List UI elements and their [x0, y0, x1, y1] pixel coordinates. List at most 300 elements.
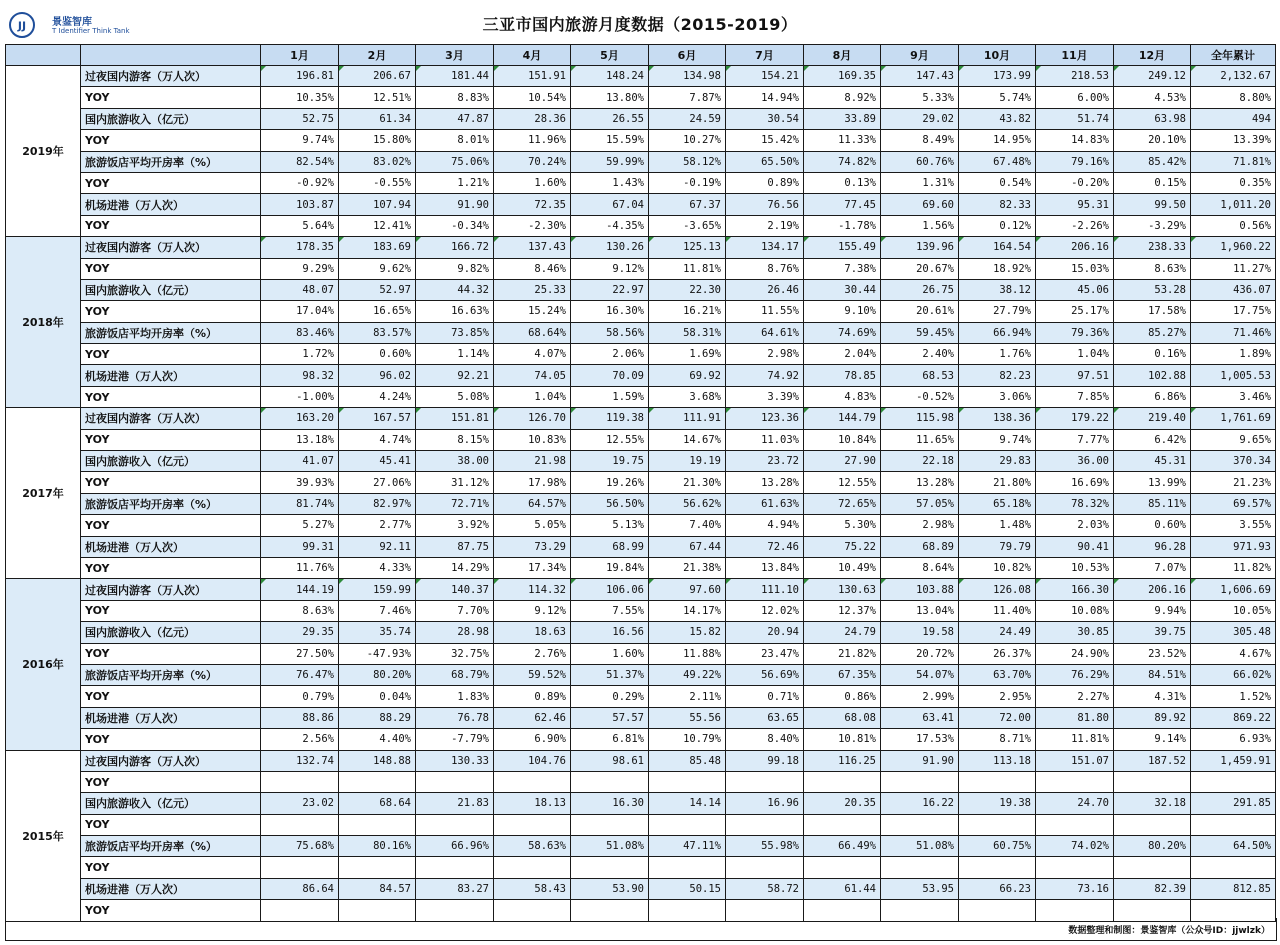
data-cell: 55.56: [649, 707, 726, 728]
data-cell: 116.25: [804, 750, 881, 771]
data-cell: 6.86%: [1114, 386, 1191, 407]
data-cell: 99.50: [1114, 194, 1191, 215]
data-cell: [339, 771, 416, 792]
table-row: [6, 771, 1276, 792]
data-cell: -47.93%: [339, 643, 416, 664]
data-cell: 0.12%: [959, 215, 1036, 236]
data-cell: 12.51%: [339, 87, 416, 108]
data-cell: 0.89%: [494, 686, 571, 707]
data-cell: 15.24%: [494, 301, 571, 322]
metric-label: 国内旅游收入（亿元）: [81, 108, 261, 129]
data-cell: 73.29: [494, 536, 571, 557]
table-row: [6, 66, 1276, 87]
data-cell: 5.08%: [416, 386, 494, 407]
data-cell: 16.21%: [649, 301, 726, 322]
data-cell: 218.53: [1036, 66, 1114, 87]
data-cell: 8.71%: [959, 729, 1036, 750]
data-cell: 219.40: [1114, 408, 1191, 429]
data-cell: 8.63%: [1114, 258, 1191, 279]
data-cell: 30.44: [804, 279, 881, 300]
data-cell: 0.35%: [1191, 172, 1276, 193]
table-row: [6, 451, 1276, 472]
table-row: [6, 836, 1276, 857]
data-cell: 249.12: [1114, 66, 1191, 87]
data-cell: 7.70%: [416, 600, 494, 621]
data-cell: 9.62%: [339, 258, 416, 279]
data-cell: 21.82%: [804, 643, 881, 664]
data-cell: 9.14%: [1114, 729, 1191, 750]
data-cell: 21.98: [494, 451, 571, 472]
data-cell: 2.98%: [881, 515, 959, 536]
data-cell: 6.00%: [1036, 87, 1114, 108]
data-cell: 26.75: [881, 279, 959, 300]
data-cell: 30.85: [1036, 622, 1114, 643]
data-cell: 57.05%: [881, 493, 959, 514]
data-cell: 44.32: [416, 279, 494, 300]
table-row: [6, 729, 1276, 750]
year-label: 2017年: [6, 408, 81, 579]
data-cell: 16.69%: [1036, 472, 1114, 493]
table-row: [6, 686, 1276, 707]
data-cell: 13.28%: [726, 472, 804, 493]
data-cell: 21.38%: [649, 557, 726, 578]
data-cell: 8.01%: [416, 130, 494, 151]
data-cell: 8.63%: [261, 600, 339, 621]
metric-label: 旅游饭店平均开房率（%）: [81, 836, 261, 857]
data-cell: 305.48: [1191, 622, 1276, 643]
data-cell: 138.36: [959, 408, 1036, 429]
data-cell: 2.56%: [261, 729, 339, 750]
data-cell: 19.84%: [571, 557, 649, 578]
data-cell: 97.60: [649, 579, 726, 600]
data-cell: 7.87%: [649, 87, 726, 108]
data-cell: 76.47%: [261, 664, 339, 685]
data-cell: 24.49: [959, 622, 1036, 643]
data-cell: 80.20%: [339, 664, 416, 685]
data-cell: 17.58%: [1114, 301, 1191, 322]
data-cell: 151.07: [1036, 750, 1114, 771]
data-cell: 0.60%: [1114, 515, 1191, 536]
data-cell: 102.88: [1114, 365, 1191, 386]
table-row: [6, 237, 1276, 258]
data-cell: 11.27%: [1191, 258, 1276, 279]
data-cell: 58.43: [494, 878, 571, 899]
data-cell: 12.37%: [804, 600, 881, 621]
data-cell: 6.93%: [1191, 729, 1276, 750]
data-cell: 126.08: [959, 579, 1036, 600]
data-cell: 10.49%: [804, 557, 881, 578]
data-cell: 7.38%: [804, 258, 881, 279]
metric-label: YOY: [81, 172, 261, 193]
data-cell: 19.58: [881, 622, 959, 643]
data-cell: 2.95%: [959, 686, 1036, 707]
table-row: [6, 108, 1276, 129]
data-cell: 88.86: [261, 707, 339, 728]
data-cell: 59.99%: [571, 151, 649, 172]
table-row: [6, 664, 1276, 685]
data-cell: [959, 771, 1036, 792]
data-cell: 51.08%: [571, 836, 649, 857]
data-cell: -1.00%: [261, 386, 339, 407]
table-row: [6, 579, 1276, 600]
data-cell: 3.92%: [416, 515, 494, 536]
data-cell: 68.64: [339, 793, 416, 814]
data-cell: 64.57%: [494, 493, 571, 514]
metric-label: YOY: [81, 771, 261, 792]
data-cell: 24.79: [804, 622, 881, 643]
data-cell: 52.75: [261, 108, 339, 129]
data-cell: 96.02: [339, 365, 416, 386]
data-cell: 8.15%: [416, 429, 494, 450]
data-cell: 32.75%: [416, 643, 494, 664]
data-cell: 11.03%: [726, 429, 804, 450]
table-row: [6, 750, 1276, 771]
data-cell: 75.68%: [261, 836, 339, 857]
data-cell: 54.07%: [881, 664, 959, 685]
data-cell: 134.17: [726, 237, 804, 258]
data-cell: 72.35: [494, 194, 571, 215]
data-cell: 4.53%: [1114, 87, 1191, 108]
data-cell: 1.83%: [416, 686, 494, 707]
data-cell: 35.74: [339, 622, 416, 643]
data-cell: 20.72%: [881, 643, 959, 664]
data-cell: 78.32%: [1036, 493, 1114, 514]
data-cell: 0.04%: [339, 686, 416, 707]
data-cell: 10.27%: [649, 130, 726, 151]
data-cell: 7.77%: [1036, 429, 1114, 450]
data-cell: 173.99: [959, 66, 1036, 87]
data-cell: 28.36: [494, 108, 571, 129]
data-cell: 2.04%: [804, 344, 881, 365]
table-row: [6, 472, 1276, 493]
data-cell: 59.52%: [494, 664, 571, 685]
metric-label: YOY: [81, 429, 261, 450]
data-cell: 9.94%: [1114, 600, 1191, 621]
data-cell: [261, 857, 339, 878]
data-cell: 82.54%: [261, 151, 339, 172]
data-cell: -1.78%: [804, 215, 881, 236]
data-cell: 17.53%: [881, 729, 959, 750]
data-cell: 65.50%: [726, 151, 804, 172]
data-cell: 8.49%: [881, 130, 959, 151]
data-cell: 11.81%: [1036, 729, 1114, 750]
page-title: 三亚市国内旅游月度数据（2015-2019）: [482, 15, 798, 34]
data-cell: 2.27%: [1036, 686, 1114, 707]
data-cell: 1.76%: [959, 344, 1036, 365]
data-cell: [1036, 771, 1114, 792]
data-cell: 47.11%: [649, 836, 726, 857]
data-cell: 67.37: [649, 194, 726, 215]
data-cell: 81.74%: [261, 493, 339, 514]
data-cell: 2.76%: [494, 643, 571, 664]
data-cell: 166.30: [1036, 579, 1114, 600]
data-cell: [1191, 857, 1276, 878]
data-cell: 60.76%: [881, 151, 959, 172]
data-cell: 9.12%: [494, 600, 571, 621]
data-cell: 63.41: [881, 707, 959, 728]
metric-label: YOY: [81, 900, 261, 921]
data-cell: 68.99: [571, 536, 649, 557]
table-row: [6, 515, 1276, 536]
table-row: [6, 622, 1276, 643]
data-cell: 11.88%: [649, 643, 726, 664]
data-cell: [726, 857, 804, 878]
data-cell: 103.87: [261, 194, 339, 215]
table-row: [6, 344, 1276, 365]
data-cell: 85.48: [649, 750, 726, 771]
data-cell: 70.24%: [494, 151, 571, 172]
data-cell: 71.81%: [1191, 151, 1276, 172]
data-cell: 10.79%: [649, 729, 726, 750]
metric-label: YOY: [81, 87, 261, 108]
metric-label: 旅游饭店平均开房率（%）: [81, 322, 261, 343]
column-header: 2月: [339, 45, 416, 66]
data-cell: 21.30%: [649, 472, 726, 493]
metric-label: 过夜国内游客（万人次）: [81, 579, 261, 600]
data-cell: 1,011.20: [1191, 194, 1276, 215]
data-cell: -0.19%: [649, 172, 726, 193]
data-cell: 12.55%: [804, 472, 881, 493]
data-cell: 17.98%: [494, 472, 571, 493]
data-cell: 67.04: [571, 194, 649, 215]
data-cell: 53.90: [571, 878, 649, 899]
data-cell: 65.18%: [959, 493, 1036, 514]
data-cell: 13.04%: [881, 600, 959, 621]
metric-label: YOY: [81, 686, 261, 707]
data-cell: 206.16: [1114, 579, 1191, 600]
data-cell: 5.13%: [571, 515, 649, 536]
column-header: 8月: [804, 45, 881, 66]
data-cell: 4.07%: [494, 344, 571, 365]
data-cell: 82.39: [1114, 878, 1191, 899]
data-cell: 2.77%: [339, 515, 416, 536]
data-table: [5, 44, 1276, 922]
data-cell: 69.92: [649, 365, 726, 386]
metric-label: YOY: [81, 130, 261, 151]
data-cell: 8.83%: [416, 87, 494, 108]
metric-label: YOY: [81, 344, 261, 365]
data-cell: 83.27: [416, 878, 494, 899]
data-cell: 39.75: [1114, 622, 1191, 643]
data-cell: 58.12%: [649, 151, 726, 172]
metric-label: 过夜国内游客（万人次）: [81, 408, 261, 429]
data-cell: [1191, 771, 1276, 792]
data-cell: 51.37%: [571, 664, 649, 685]
data-cell: 13.99%: [1114, 472, 1191, 493]
brand-subtitle: T Identifier Think Tank: [52, 27, 130, 35]
data-cell: [804, 771, 881, 792]
data-cell: 76.56: [726, 194, 804, 215]
data-cell: 151.81: [416, 408, 494, 429]
data-cell: 7.07%: [1114, 557, 1191, 578]
metric-label: YOY: [81, 215, 261, 236]
metric-label: YOY: [81, 386, 261, 407]
data-cell: 75.06%: [416, 151, 494, 172]
data-cell: 71.46%: [1191, 322, 1276, 343]
data-cell: 11.76%: [261, 557, 339, 578]
data-cell: 79.36%: [1036, 322, 1114, 343]
data-cell: 91.90: [416, 194, 494, 215]
logo-mark-icon: [9, 12, 35, 38]
metric-label: YOY: [81, 472, 261, 493]
data-cell: [571, 771, 649, 792]
data-cell: 85.42%: [1114, 151, 1191, 172]
data-cell: 21.83: [416, 793, 494, 814]
data-cell: 53.95: [881, 878, 959, 899]
data-cell: 26.46: [726, 279, 804, 300]
data-cell: 51.74: [1036, 108, 1114, 129]
data-cell: 10.81%: [804, 729, 881, 750]
data-cell: 52.97: [339, 279, 416, 300]
table-row: [6, 707, 1276, 728]
table-row: [6, 365, 1276, 386]
table-row: [6, 643, 1276, 664]
data-cell: 29.02: [881, 108, 959, 129]
data-cell: 45.06: [1036, 279, 1114, 300]
data-cell: 14.14: [649, 793, 726, 814]
data-cell: 29.83: [959, 451, 1036, 472]
data-cell: 15.59%: [571, 130, 649, 151]
data-cell: 13.39%: [1191, 130, 1276, 151]
data-cell: 21.80%: [959, 472, 1036, 493]
metric-label: 国内旅游收入（亿元）: [81, 451, 261, 472]
data-cell: 16.22: [881, 793, 959, 814]
data-cell: 68.53: [881, 365, 959, 386]
data-cell: 9.12%: [571, 258, 649, 279]
data-cell: 88.29: [339, 707, 416, 728]
data-cell: 38.12: [959, 279, 1036, 300]
data-cell: 494: [1191, 108, 1276, 129]
data-cell: 114.32: [494, 579, 571, 600]
data-cell: 2.03%: [1036, 515, 1114, 536]
data-cell: 2,132.67: [1191, 66, 1276, 87]
data-cell: 12.55%: [571, 429, 649, 450]
data-cell: 49.22%: [649, 664, 726, 685]
year-label: 2015年: [6, 750, 81, 921]
data-cell: 22.18: [881, 451, 959, 472]
data-cell: 11.55%: [726, 301, 804, 322]
data-cell: 10.83%: [494, 429, 571, 450]
column-header: 1月: [261, 45, 339, 66]
data-cell: 48.07: [261, 279, 339, 300]
data-cell: 1,459.91: [1191, 750, 1276, 771]
data-cell: 169.35: [804, 66, 881, 87]
data-cell: 151.91: [494, 66, 571, 87]
data-cell: 971.93: [1191, 536, 1276, 557]
data-cell: 187.52: [1114, 750, 1191, 771]
data-cell: 53.28: [1114, 279, 1191, 300]
data-cell: 23.47%: [726, 643, 804, 664]
data-cell: 22.30: [649, 279, 726, 300]
data-cell: 56.69%: [726, 664, 804, 685]
data-cell: 72.71%: [416, 493, 494, 514]
data-cell: 81.80: [1036, 707, 1114, 728]
data-cell: 812.85: [1191, 878, 1276, 899]
column-header: 4月: [494, 45, 571, 66]
data-cell: -2.26%: [1036, 215, 1114, 236]
table-row: [6, 386, 1276, 407]
data-cell: 436.07: [1191, 279, 1276, 300]
data-cell: 14.17%: [649, 600, 726, 621]
data-cell: 132.74: [261, 750, 339, 771]
data-cell: 99.31: [261, 536, 339, 557]
table-row: [6, 258, 1276, 279]
data-cell: 10.54%: [494, 87, 571, 108]
metric-label: 过夜国内游客（万人次）: [81, 750, 261, 771]
data-cell: 115.98: [881, 408, 959, 429]
data-cell: 10.82%: [959, 557, 1036, 578]
data-cell: 84.51%: [1114, 664, 1191, 685]
data-cell: 84.57: [339, 878, 416, 899]
data-cell: 27.50%: [261, 643, 339, 664]
column-header: 全年累计: [1191, 45, 1276, 66]
data-cell: [494, 814, 571, 835]
data-cell: 19.19: [649, 451, 726, 472]
data-cell: 8.76%: [726, 258, 804, 279]
data-cell: 66.96%: [416, 836, 494, 857]
metric-label: 机场进港（万人次）: [81, 536, 261, 557]
data-cell: 1.21%: [416, 172, 494, 193]
data-cell: 1.60%: [494, 172, 571, 193]
data-cell: 19.38: [959, 793, 1036, 814]
data-cell: 8.64%: [881, 557, 959, 578]
data-cell: 1.69%: [649, 344, 726, 365]
data-cell: 4.74%: [339, 429, 416, 450]
metric-label: YOY: [81, 258, 261, 279]
data-cell: 18.63: [494, 622, 571, 643]
data-cell: -0.34%: [416, 215, 494, 236]
data-cell: 69.60: [881, 194, 959, 215]
data-cell: 20.94: [726, 622, 804, 643]
data-cell: 10.53%: [1036, 557, 1114, 578]
data-cell: [1114, 771, 1191, 792]
data-cell: 75.22: [804, 536, 881, 557]
data-cell: 18.13: [494, 793, 571, 814]
data-cell: 13.80%: [571, 87, 649, 108]
data-cell: 159.99: [339, 579, 416, 600]
table-row: [6, 557, 1276, 578]
data-cell: 83.02%: [339, 151, 416, 172]
data-cell: 20.10%: [1114, 130, 1191, 151]
metric-label: 机场进港（万人次）: [81, 365, 261, 386]
data-cell: 166.72: [416, 237, 494, 258]
data-cell: 68.89: [881, 536, 959, 557]
table-row: [6, 279, 1276, 300]
data-cell: 86.64: [261, 878, 339, 899]
data-cell: 23.52%: [1114, 643, 1191, 664]
data-cell: 103.88: [881, 579, 959, 600]
data-cell: 370.34: [1191, 451, 1276, 472]
data-cell: 163.20: [261, 408, 339, 429]
data-cell: 10.35%: [261, 87, 339, 108]
data-cell: 181.44: [416, 66, 494, 87]
column-header: 10月: [959, 45, 1036, 66]
data-cell: 1.52%: [1191, 686, 1276, 707]
data-cell: 59.45%: [881, 322, 959, 343]
data-cell: 10.05%: [1191, 600, 1276, 621]
data-cell: 24.59: [649, 108, 726, 129]
data-cell: 7.55%: [571, 600, 649, 621]
data-cell: 31.12%: [416, 472, 494, 493]
data-cell: 9.10%: [804, 301, 881, 322]
data-cell: 7.40%: [649, 515, 726, 536]
data-cell: 130.26: [571, 237, 649, 258]
data-cell: 0.71%: [726, 686, 804, 707]
data-cell: 16.65%: [339, 301, 416, 322]
data-cell: 4.67%: [1191, 643, 1276, 664]
data-cell: 73.85%: [416, 322, 494, 343]
data-cell: 5.33%: [881, 87, 959, 108]
